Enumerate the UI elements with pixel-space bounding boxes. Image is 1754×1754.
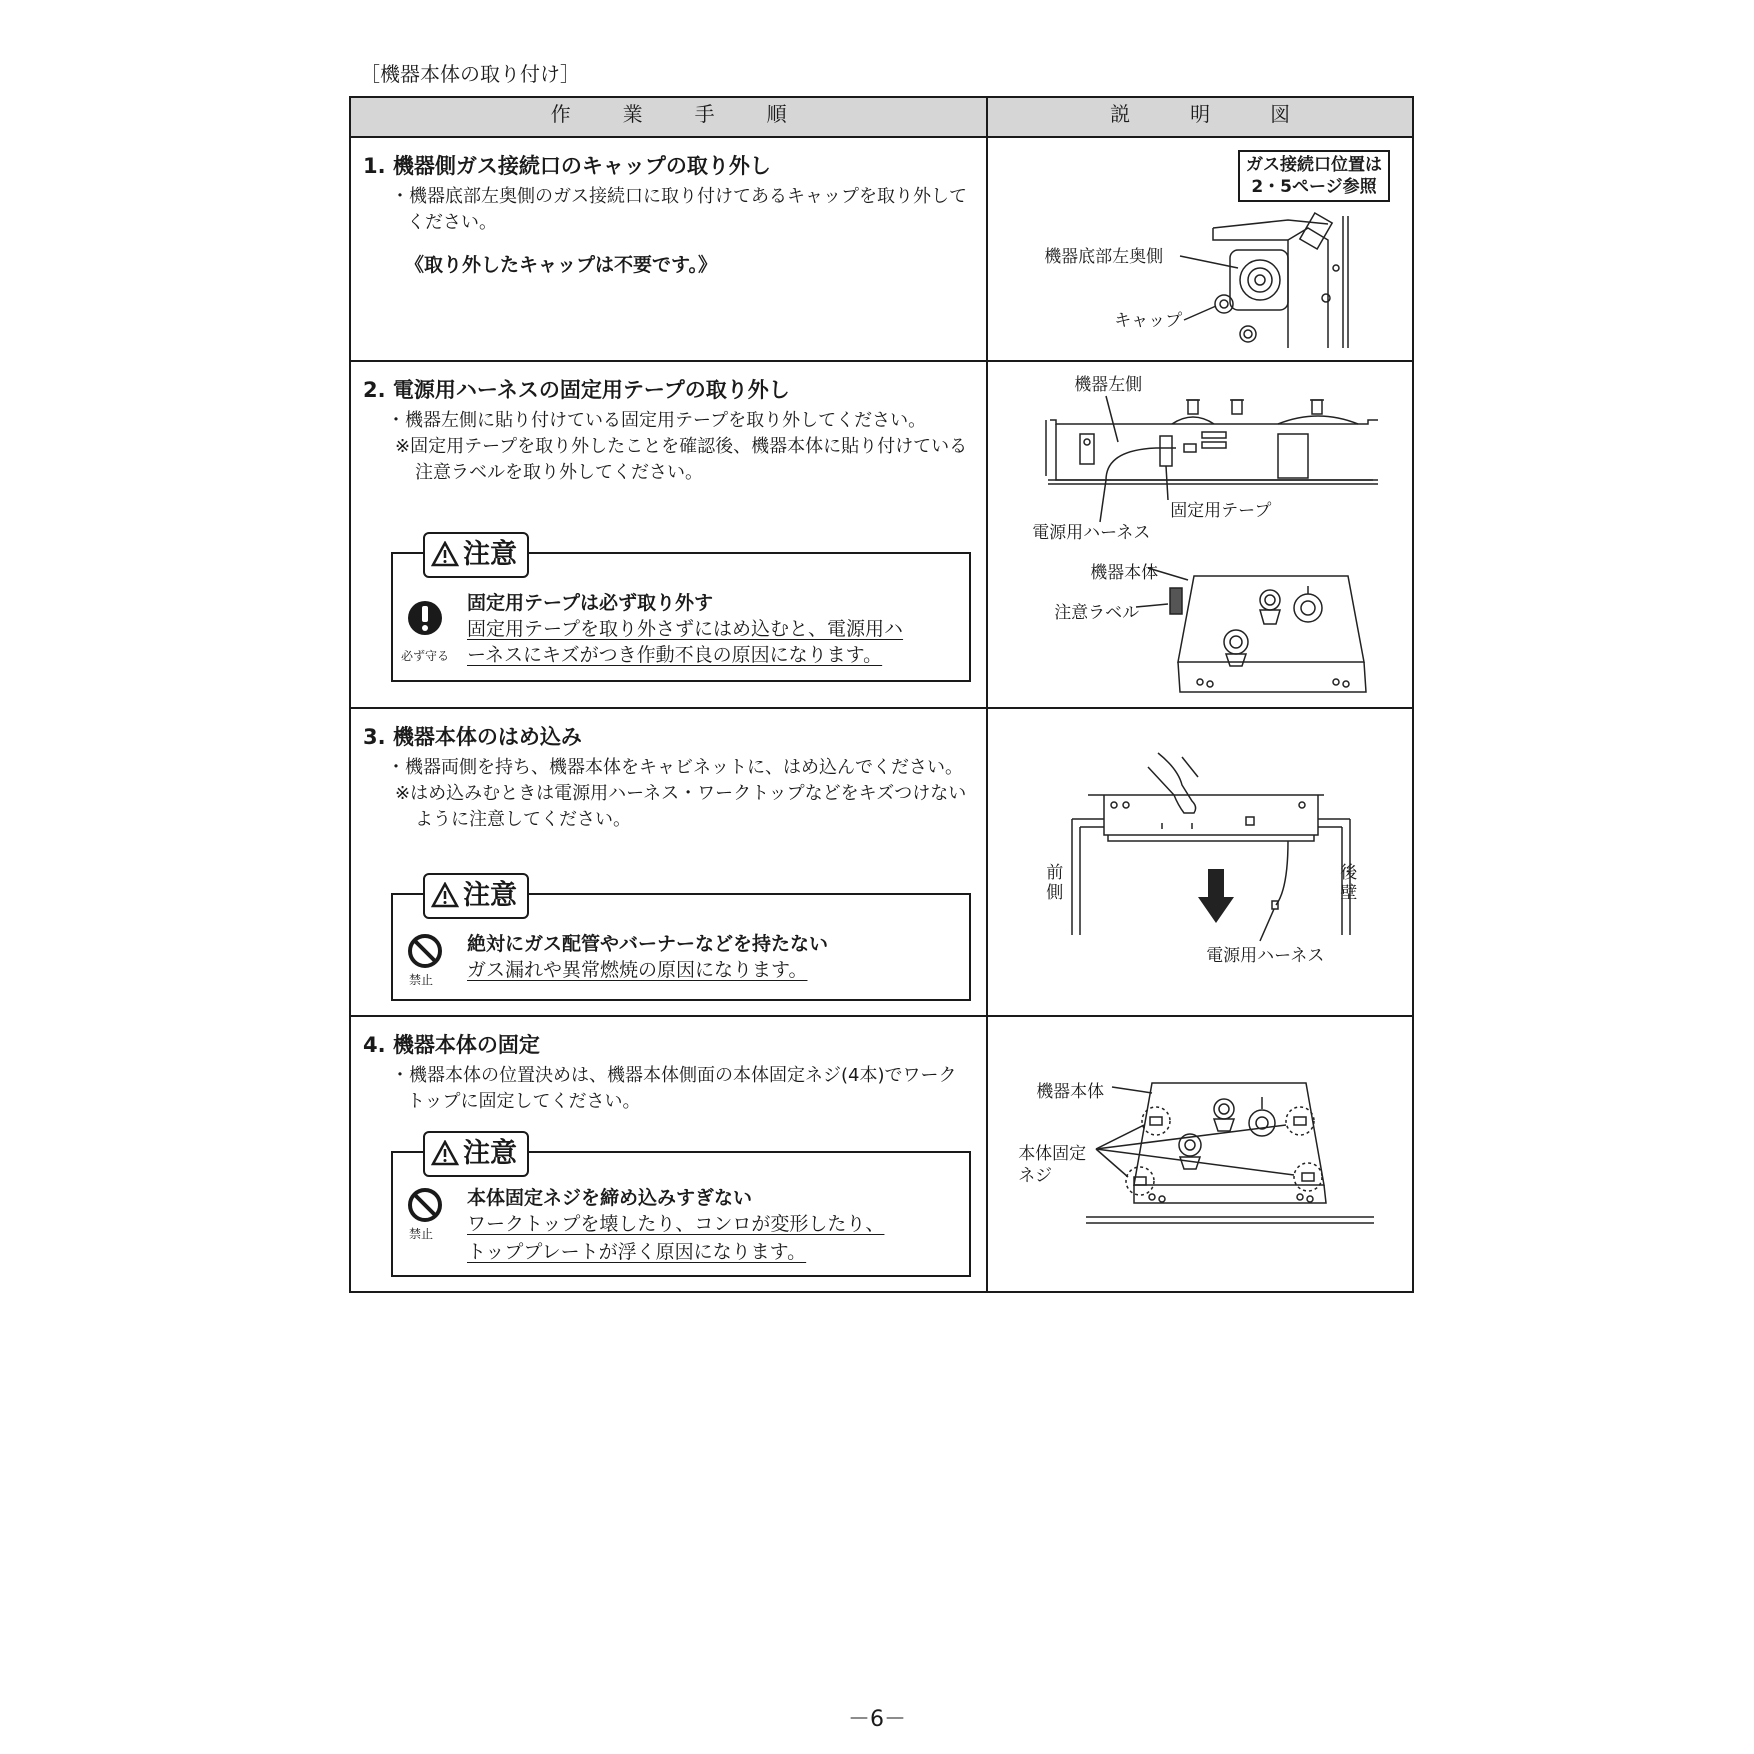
gas-ref-line2: 2・5ページ参照 — [1251, 177, 1377, 197]
label-fixing-screw-line2: ネジ — [1018, 1166, 1053, 1186]
header-char: 手 — [694, 102, 715, 126]
work-procedure-header — [350, 97, 987, 137]
header-char: 明 — [1190, 102, 1211, 126]
step-1-emphasis: 《取り外したキャップは不要です。》 — [405, 254, 717, 276]
step-4-figure — [987, 1016, 1413, 1292]
step-2-text — [350, 361, 987, 708]
explanation-figure-header — [987, 97, 1413, 137]
step-2-bullet: ・機器左側に貼り付けている固定用テープを取り外してください。 — [387, 410, 927, 431]
caution-2-line1: 固定用テープを取り外さずにはめ込むと、電源用ハ — [467, 618, 904, 640]
caution-tag — [423, 1131, 529, 1177]
page-number: －6－ — [848, 1707, 906, 1732]
step-3-bullet: ・機器両側を持ち、機器本体をキャビネットに、はめ込んでください。 — [387, 757, 963, 778]
prohibition-icon — [407, 1187, 443, 1223]
header-char: 説 — [1110, 102, 1131, 126]
header-char: 図 — [1270, 102, 1291, 126]
caution-tag — [423, 532, 529, 578]
step-1-text — [350, 137, 987, 361]
gas-connection-cap-illustration — [988, 138, 1413, 362]
caution-4-line1: ワークトップを壊したり、コンロが変形したり、 — [467, 1213, 885, 1235]
header-char: 業 — [622, 102, 643, 126]
warning-triangle-icon — [431, 882, 459, 908]
caution-4-line2: トッププレートが浮く原因になります。 — [467, 1241, 807, 1263]
caution-2-line2: ーネスにキズがつき作動不良の原因になります。 — [467, 644, 883, 666]
label-main-body: 機器本体 — [1090, 563, 1159, 583]
step-4-bullet: ・機器本体の位置決めは、機器本体側面の本体固定ネジ(4本)でワークトップに固定してください。 — [391, 1065, 957, 1112]
header-char: 作 — [550, 102, 571, 126]
step-1-figure — [987, 137, 1413, 361]
caution-3-title: 絶対にガス配管やバーナーなどを持たない — [467, 933, 829, 955]
step-3-figure — [987, 708, 1413, 1016]
prohibition-icon-label: 禁止 — [409, 973, 434, 987]
caution-tag — [423, 873, 529, 919]
step-4-text — [350, 1016, 987, 1292]
caution-box-3 — [391, 880, 971, 1001]
step-row-3 — [350, 708, 1413, 1016]
caution-4-title: 本体固定ネジを締め込みすぎない — [467, 1187, 753, 1209]
step-2-note: ※固定用テープを取り外したことを確認後、機器本体に貼り付けている注意ラベルを取り外してください。 — [395, 436, 968, 483]
step-1-title: 1. 機器側ガス接続口のキャップの取り外し — [363, 154, 771, 178]
caution-2-title: 固定用テープは必ず取り外す — [467, 592, 714, 614]
step-4-title: 4. 機器本体の固定 — [363, 1033, 540, 1057]
step-3-note: ※はめ込みむときは電源用ハーネス・ワークトップなどをキズつけないように注意してください。 — [395, 783, 967, 830]
procedure-table — [349, 96, 1414, 1293]
warning-triangle-icon — [431, 1140, 459, 1166]
label-main-body: 機器本体 — [1036, 1082, 1105, 1102]
warning-triangle-icon — [431, 541, 459, 567]
prohibition-icon — [407, 933, 443, 969]
step-1-bullet: ・機器底部左奥側のガス接続口に取り付けてあるキャップを取り外してください。 — [391, 186, 967, 233]
label-bottom-left-rear: 機器底部左奥側 — [1044, 247, 1164, 267]
caution-box-2 — [391, 539, 971, 682]
fitting-into-cabinet-illustration — [988, 709, 1413, 1017]
step-3-text — [350, 708, 987, 1016]
label-fixing-screw-line1: 本体固定 — [1018, 1144, 1087, 1164]
label-front-side: 前側 — [1046, 863, 1064, 903]
caution-label: 注意 — [463, 880, 517, 911]
label-power-harness: 電源用ハーネス — [1206, 946, 1325, 966]
step-3-title: 3. 機器本体のはめ込み — [363, 725, 582, 749]
label-rear-wall: 後壁 — [1340, 863, 1358, 903]
caution-label: 注意 — [463, 1138, 517, 1169]
label-fixing-tape: 固定用テープ — [1170, 501, 1272, 521]
caution-box-4 — [391, 1138, 971, 1277]
section-title: ［機器本体の取り付け］ — [360, 62, 580, 86]
step-row-4 — [350, 1016, 1413, 1292]
table-header-row — [350, 97, 1413, 137]
step-row-2 — [350, 361, 1413, 708]
label-power-harness: 電源用ハーネス — [1032, 523, 1151, 543]
label-caution-sticker: 注意ラベル — [1054, 603, 1140, 623]
caution-3-line1: ガス漏れや異常燃焼の原因になります。 — [467, 959, 808, 981]
step-row-1 — [350, 137, 1413, 361]
step-2-title: 2. 電源用ハーネスの固定用テープの取り外し — [363, 378, 790, 402]
mandatory-icon-label: 必ず守る — [401, 649, 450, 663]
harness-tape-illustration — [988, 362, 1413, 709]
gas-ref-line1: ガス接続口位置は — [1246, 155, 1382, 175]
header-char: 順 — [766, 102, 787, 126]
caution-label: 注意 — [463, 539, 517, 570]
prohibition-icon-label: 禁止 — [409, 1227, 434, 1241]
step-2-figure — [987, 361, 1413, 708]
mandatory-exclamation-icon — [407, 600, 443, 640]
body-fixing-screws-illustration — [988, 1017, 1413, 1293]
label-left-side: 機器左側 — [1074, 375, 1143, 395]
label-cap: キャップ — [1114, 311, 1183, 331]
